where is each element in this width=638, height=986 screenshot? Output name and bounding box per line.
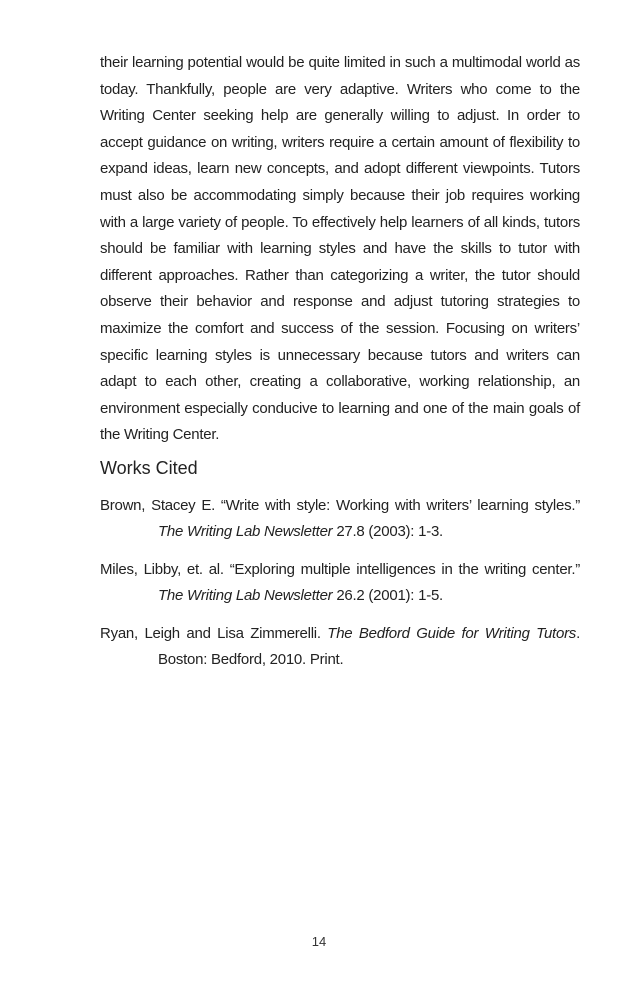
body-paragraph: their learning potential would be quite limited in such a multimodal world as today. Thankfully, people are very adaptive. Writers who come to the Writing Center seeking help are generally willing to adjust. In order to accept guidance on writing, writers require a certain amount of flexibility to expand ideas, learn new concepts, and adopt different viewpoints. Tutors must also be accommodating simply because their job requires working with a large variety of people. To effectively help learners of all kinds, tutors should be familiar with learning styles and have the skills to tutor with different approaches. Rather than categorizing a writer, the tutor should observe their behavior and response and adjust tutoring strategies to maximize the comfort and success of the session. Focusing on writers’ specific learning styles is unnecessary because tutors and writers can adapt to each other, creating a collaborative, working relationship, an environment especially conducive to learning and one of the main goals of the Writing Center. [100,54,580,444]
citation-details: 26.2 (2001): 1-5. [332,587,443,604]
citation-entry [100,621,580,673]
citation-details: 27.8 (2003): 1-3. [332,523,443,540]
page-number: 14 [311,934,327,949]
citation-entry [100,493,580,545]
works-cited-list [100,493,580,685]
citation-details: . Boston: Bedford, 2010. Print. [158,625,580,668]
citation-publication: The Bedford Guide for Writing Tutors [327,625,577,642]
works-cited-heading: Works Cited [100,458,198,478]
citation-author-title: Brown, Stacey E. “Write with style: Working with writers’ learning styles.” [100,497,580,514]
citation-author-title: Ryan, Leigh and Lisa Zimmerelli. [100,625,328,642]
citation-entry [100,557,580,609]
citation-author-title: Miles, Libby, et. al. “Exploring multiple intelligences in the writing center.” [100,561,580,578]
citation-publication: The Writing Lab Newsletter [158,587,333,604]
citation-publication: The Writing Lab Newsletter [158,523,333,540]
